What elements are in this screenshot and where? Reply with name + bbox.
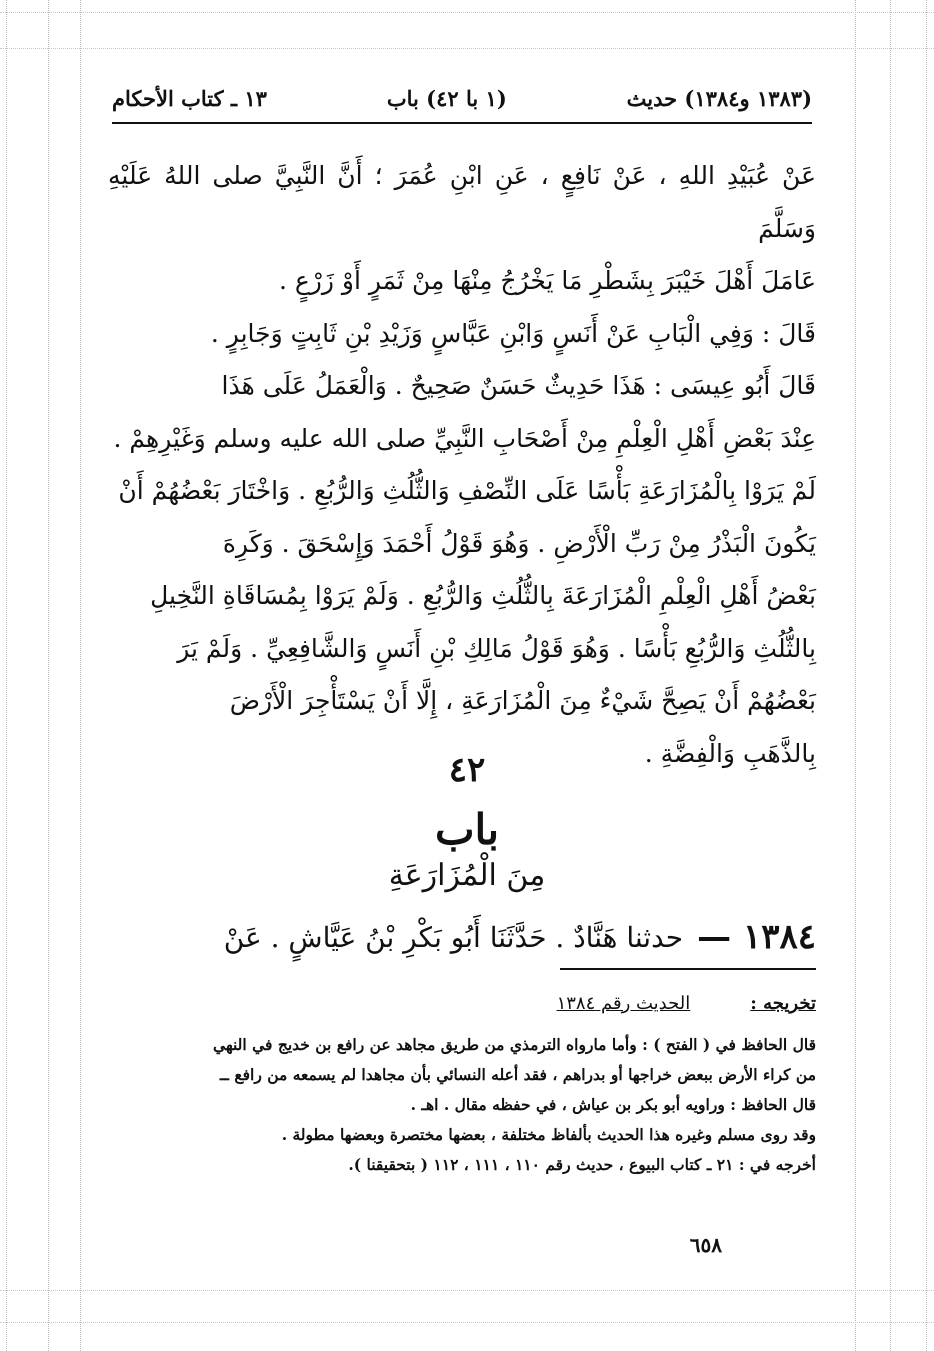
footnote-line: أخرجه في : ٢١ ـ كتاب البيوع ، حديث رقم ١١٠ ، ١١١ ، ١١٢ ( بتحقيقنا ).: [348, 1155, 816, 1174]
footnotes: [108, 1030, 816, 1180]
running-header: [112, 80, 812, 116]
body-line: عَنْ عُبَيْدِ اللهِ ، عَنْ نَافِعٍ ، عَنِ ابْنِ عُمَرَ ؛ أَنَّ النَّبِيَّ صلى اللهُ عَلَيْهِ وَسَلَّمَ: [108, 161, 816, 243]
body-line: بِالذَّهَبِ وَالْفِضَّةِ .: [644, 738, 816, 768]
hadith-number: ١٣٨٤ —: [697, 917, 816, 957]
footnote-line: قال الحافظ : وراويه أبو بكر بن عياش ، في حفظه مقال . اهـ .: [410, 1095, 816, 1114]
takhrij-reference: الحديث رقم ١٣٨٤: [556, 992, 691, 1014]
body-line: عَامَلَ أَهْلَ خَيْبَرَ بِشَطْرِ مَا يَخْرُجُ مِنْهَا مِنْ ثَمَرٍ أَوْ زَرْعٍ .: [279, 266, 816, 295]
hadith-isnad: حدثنا هَنَّادٌ . حَدَّثَنَا أَبُو بَكْرِ بْنُ عَيَّاشٍ . عَنْ: [223, 920, 684, 954]
body-line: يَكُونَ الْبَذْرُ مِنْ رَبِّ الْأَرْضِ . وَهُوَ قَوْلُ أَحْمَدَ وَإِسْحَقَ . وَكَرِهَ: [222, 528, 816, 558]
page-number: ٦٥٨: [689, 1233, 722, 1257]
footnote-line: من كراء الأرض ببعض خراجها أو بدراهم ، فقد أعله النسائي بأن مجاهدا لم يسمعه من رافع ــ: [219, 1065, 816, 1084]
body-line: بِالثُّلُثِ وَالرُّبُعِ بَأْسًا . وَهُوَ قَوْلُ مَالِكِ بْنِ أَنَسٍ وَالشَّافِعِيِّ . وَلَمْ يَرَ: [177, 633, 816, 663]
chapter-heading: باب: [434, 805, 500, 854]
body-line: لَمْ يَرَوْا بِالْمُزَارَعَةِ بَأْسًا عَلَى النِّصْفِ وَالثُّلُثِ وَالرُّبُعِ . وَاخْتَارَ بَعْضُهُمْ أَنْ: [118, 476, 816, 505]
body-line: بَعْضُهُمْ أَنْ يَصِحَّ شَيْءٌ مِنَ الْمُزَارَعَةِ ، إِلَّا أَنْ يَسْتَأْجِرَ الْأَرْضَ: [229, 686, 816, 715]
body-line: عِنْدَ بَعْضِ أَهْلِ الْعِلْمِ مِنْ أَصْحَابِ النَّبِيِّ صلى الله عليه وسلم وَغَيْرِهِمْ .: [113, 423, 816, 453]
chapter-number: ٤٢: [448, 750, 486, 790]
header-chapter-range: (١ با ٤٢) باب: [386, 85, 507, 111]
chapter-title: مِنَ الْمُزَارَعَةِ: [388, 858, 546, 893]
footnote-rule: [560, 968, 816, 970]
takhrij-heading: [112, 988, 816, 1018]
hadith-opening-line: [108, 912, 816, 962]
takhrij-label: تخريجه :: [750, 992, 816, 1014]
header-rule: [112, 122, 812, 124]
body-line: بَعْضُ أَهْلِ الْعِلْمِ الْمُزَارَعَةَ بِالثُّلُثِ وَالرُّبُعِ . وَلَمْ يَرَوْا بِمُسَاقَاةِ النَّخِيلِ: [150, 581, 816, 610]
body-line: قَالَ : وَفِي الْبَابِ عَنْ أَنَسٍ وَابْنِ عَبَّاسٍ وَزَيْدِ بْنِ ثَابِتٍ وَجَابِرٍ .: [210, 318, 816, 348]
footnote-line: وقد روى مسلم وغيره هذا الحديث بألفاظ مختلفة ، بعضها مختصرة وبعضها مطولة .: [281, 1125, 816, 1144]
body-line: قَالَ أَبُو عِيسَى : هَذَا حَدِيثٌ حَسَنٌ صَحِيحٌ . وَالْعَمَلُ عَلَى هَذَا: [221, 371, 816, 400]
hadith-body: [108, 150, 816, 780]
footnote-line: قال الحافظ في ( الفتح ) : وأما مارواه الترمذي من طريق مجاهد عن رافع بن خديج في النهي: [212, 1035, 816, 1054]
header-book-title: ١٣ ـ كتاب الأحكام: [112, 85, 267, 111]
header-hadith-range: (١٣٨٣ و١٣٨٤) حديث: [626, 85, 812, 111]
